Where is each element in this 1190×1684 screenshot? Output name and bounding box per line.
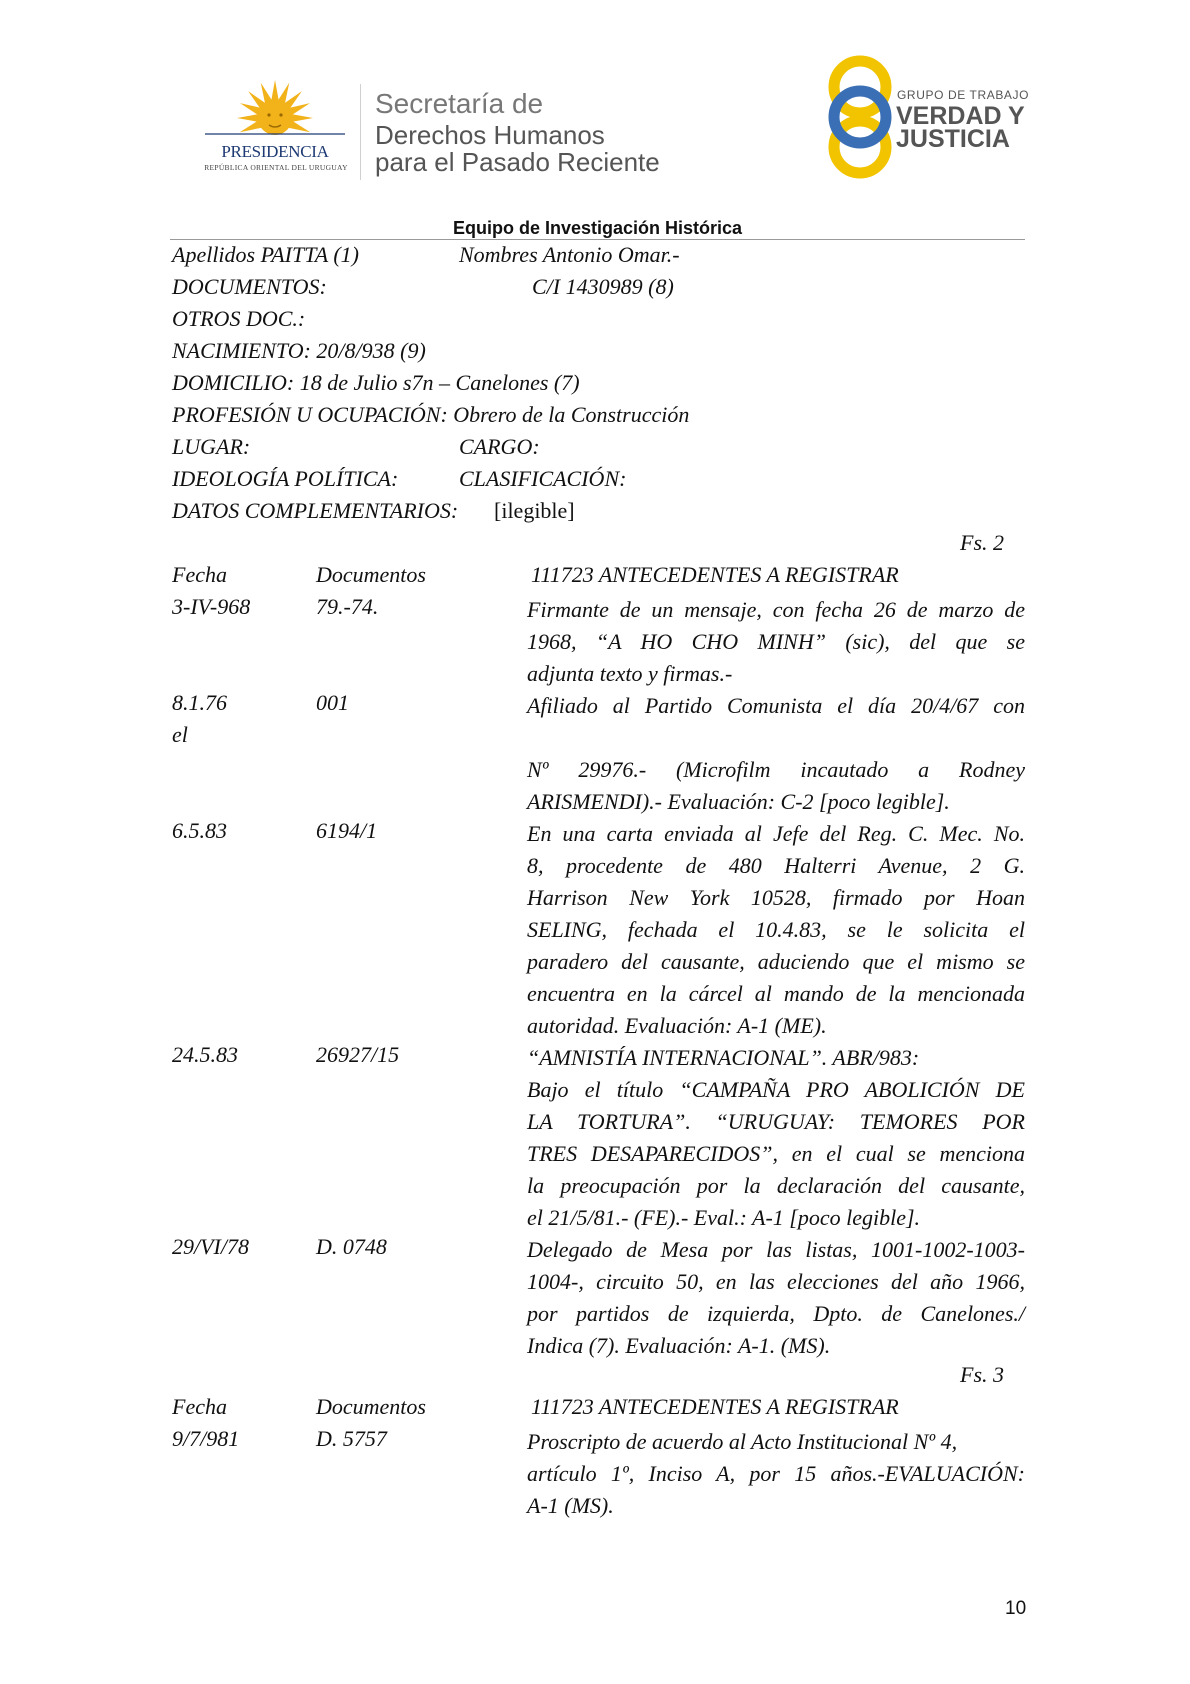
ideologia-label: IDEOLOGÍA POLÍTICA:: [172, 466, 399, 491]
entry-line: Indica (7). Evaluación: A-1. (MS).: [527, 1333, 831, 1358]
datos-complementarios-value: [ilegible]: [494, 498, 575, 523]
header-rule: [170, 239, 1025, 240]
documentos-label: DOCUMENTOS:: [172, 274, 327, 299]
entry-text: [527, 1426, 1025, 1522]
column-header-antecedentes: 111723 ANTECEDENTES A REGISTRAR: [531, 562, 899, 587]
entry-line: 8, procedente de 480 Halterri Avenue, 2 G.: [527, 853, 1025, 878]
domicilio: DOMICILIO: 18 de Julio s7n – Canelones (7): [172, 370, 580, 395]
entry-text: [527, 594, 1025, 690]
entry-text: [527, 818, 1025, 1042]
entry-line: 1968, “A HO CHO MINH” (sic), del que se: [527, 629, 1025, 654]
entry-line: el 21/5/81.- (FE).- Eval.: A-1 [poco legible].: [527, 1205, 921, 1230]
entry-line: 1004-, circuito 50, en las elecciones del año 1966,: [527, 1269, 1025, 1294]
profesion: PROFESIÓN U OCUPACIÓN: Obrero de la Construcción: [172, 402, 690, 427]
documentos-value: C/I 1430989 (8): [532, 274, 674, 299]
column-header-fecha: Fecha: [172, 1394, 227, 1419]
entry-line: TRES DESAPARECIDOS”, en el cual se menciona: [527, 1141, 1025, 1166]
cargo-label: CARGO:: [459, 434, 540, 459]
entry-fecha: 6.5.83: [172, 818, 227, 843]
entry-documento: 001: [316, 690, 349, 715]
entry-text: [527, 1042, 1025, 1234]
entry-line: Firmante de un mensaje, con fecha 26 de marzo de: [527, 597, 1025, 622]
entry-line: la preocupación por la declaración del causante,: [527, 1173, 1025, 1198]
entry-line: Delegado de Mesa por las listas, 1001-1002-1003-: [527, 1237, 1025, 1262]
verdad-justicia-rings-logo: [820, 55, 900, 180]
verdad-label: VERDAD Y: [896, 102, 1025, 130]
entry-fecha: 24.5.83: [172, 1042, 238, 1067]
folio-label: Fs. 2: [960, 530, 1004, 555]
entry-line: Bajo el título “CAMPAÑA PRO ABOLICIÓN DE: [527, 1077, 1025, 1102]
entry-line: En una carta enviada al Jefe del Reg. C. Mec. No.: [527, 821, 1025, 846]
entry-line: [527, 722, 1025, 754]
entry-line: artículo 1º, Inciso A, por 15 años.-EVALUACIÓN:: [527, 1461, 1025, 1486]
entry-fecha: 29/VI/78: [172, 1234, 249, 1259]
secretaria-line-2: Derechos Humanos: [375, 120, 605, 150]
clasificacion-label: CLASIFICACIÓN:: [459, 466, 627, 491]
datos-complementarios-label: DATOS COMPLEMENTARIOS:: [172, 498, 459, 523]
entry-line: Afiliado al Partido Comunista el día 20/4/67 con: [527, 693, 1025, 718]
entry-line: SELING, fechada el 10.4.83, se le solicita el: [527, 917, 1025, 942]
column-header-documentos: Documentos: [316, 1394, 426, 1419]
nombres: Nombres Antonio Omar.-: [459, 242, 680, 267]
entry-fecha: 3-IV-968: [172, 594, 251, 619]
column-header-antecedentes: 111723 ANTECEDENTES A REGISTRAR: [531, 1394, 899, 1419]
entry-line: ARISMENDI).- Evaluación: C-2 [poco legible].: [527, 789, 950, 814]
column-header-fecha: Fecha: [172, 562, 227, 587]
entry-line: Harrison New York 10528, firmado por Hoan: [527, 885, 1025, 910]
secretaria-line-1: Secretaría de: [375, 88, 544, 119]
entry-documento: 79.-74.: [316, 594, 379, 619]
team-title: Equipo de Investigación Histórica: [452, 218, 743, 238]
grupo-trabajo-label: GRUPO DE TRABAJO: [897, 88, 1030, 102]
entry-line: A-1 (MS).: [527, 1493, 614, 1518]
logo-divider: [360, 84, 361, 180]
entry-documento: D. 5757: [316, 1426, 387, 1451]
entry-fecha: 8.1.76: [172, 690, 227, 715]
entry-text: [527, 1234, 1025, 1362]
entry-fecha-continuation: el: [172, 722, 188, 747]
presidencia-subtitle: REPÚBLICA ORIENTAL DEL URUGUAY: [204, 163, 348, 172]
justicia-label: JUSTICIA: [896, 125, 1010, 153]
entry-line: Nº 29976.- (Microfilm incautado a Rodney: [527, 757, 1025, 782]
entry-documento: 26927/15: [316, 1042, 400, 1067]
column-header-documentos: Documentos: [316, 562, 426, 587]
apellidos: Apellidos PAITTA (1): [172, 242, 359, 267]
entry-line: adjunta texto y firmas.-: [527, 661, 733, 686]
entry-line: autoridad. Evaluación: A-1 (ME).: [527, 1013, 827, 1038]
page-number: 10: [1005, 1598, 1027, 1619]
entry-fecha: 9/7/981: [172, 1426, 240, 1451]
presidencia-name: PRESIDENCIA: [221, 142, 329, 161]
nacimiento: NACIMIENTO: 20/8/938 (9): [172, 338, 426, 363]
lugar-label: LUGAR:: [172, 434, 251, 459]
entry-line: LA TORTURA”. “URUGUAY: TEMORES POR: [527, 1109, 1025, 1134]
entry-line: paradero del causante, aduciendo que el mismo se: [527, 949, 1025, 974]
entry-line: encuentra en la cárcel al mando de la mencionada: [527, 981, 1025, 1006]
otros-doc-label: OTROS DOC.:: [172, 306, 306, 331]
entry-line: por partidos de izquierda, Dpto. de Canelones./: [527, 1301, 1025, 1326]
entry-line: “AMNISTÍA INTERNACIONAL”. ABR/983:: [527, 1045, 920, 1070]
entry-line: Proscripto de acuerdo al Acto Institucional Nº 4,: [527, 1429, 958, 1454]
entry-text: [527, 690, 1025, 818]
page-header: [0, 0, 1190, 200]
entry-documento: D. 0748: [316, 1234, 387, 1259]
entry-documento: 6194/1: [316, 818, 378, 843]
folio-label: Fs. 3: [960, 1362, 1004, 1387]
secretaria-line-3: para el Pasado Reciente: [375, 147, 660, 177]
